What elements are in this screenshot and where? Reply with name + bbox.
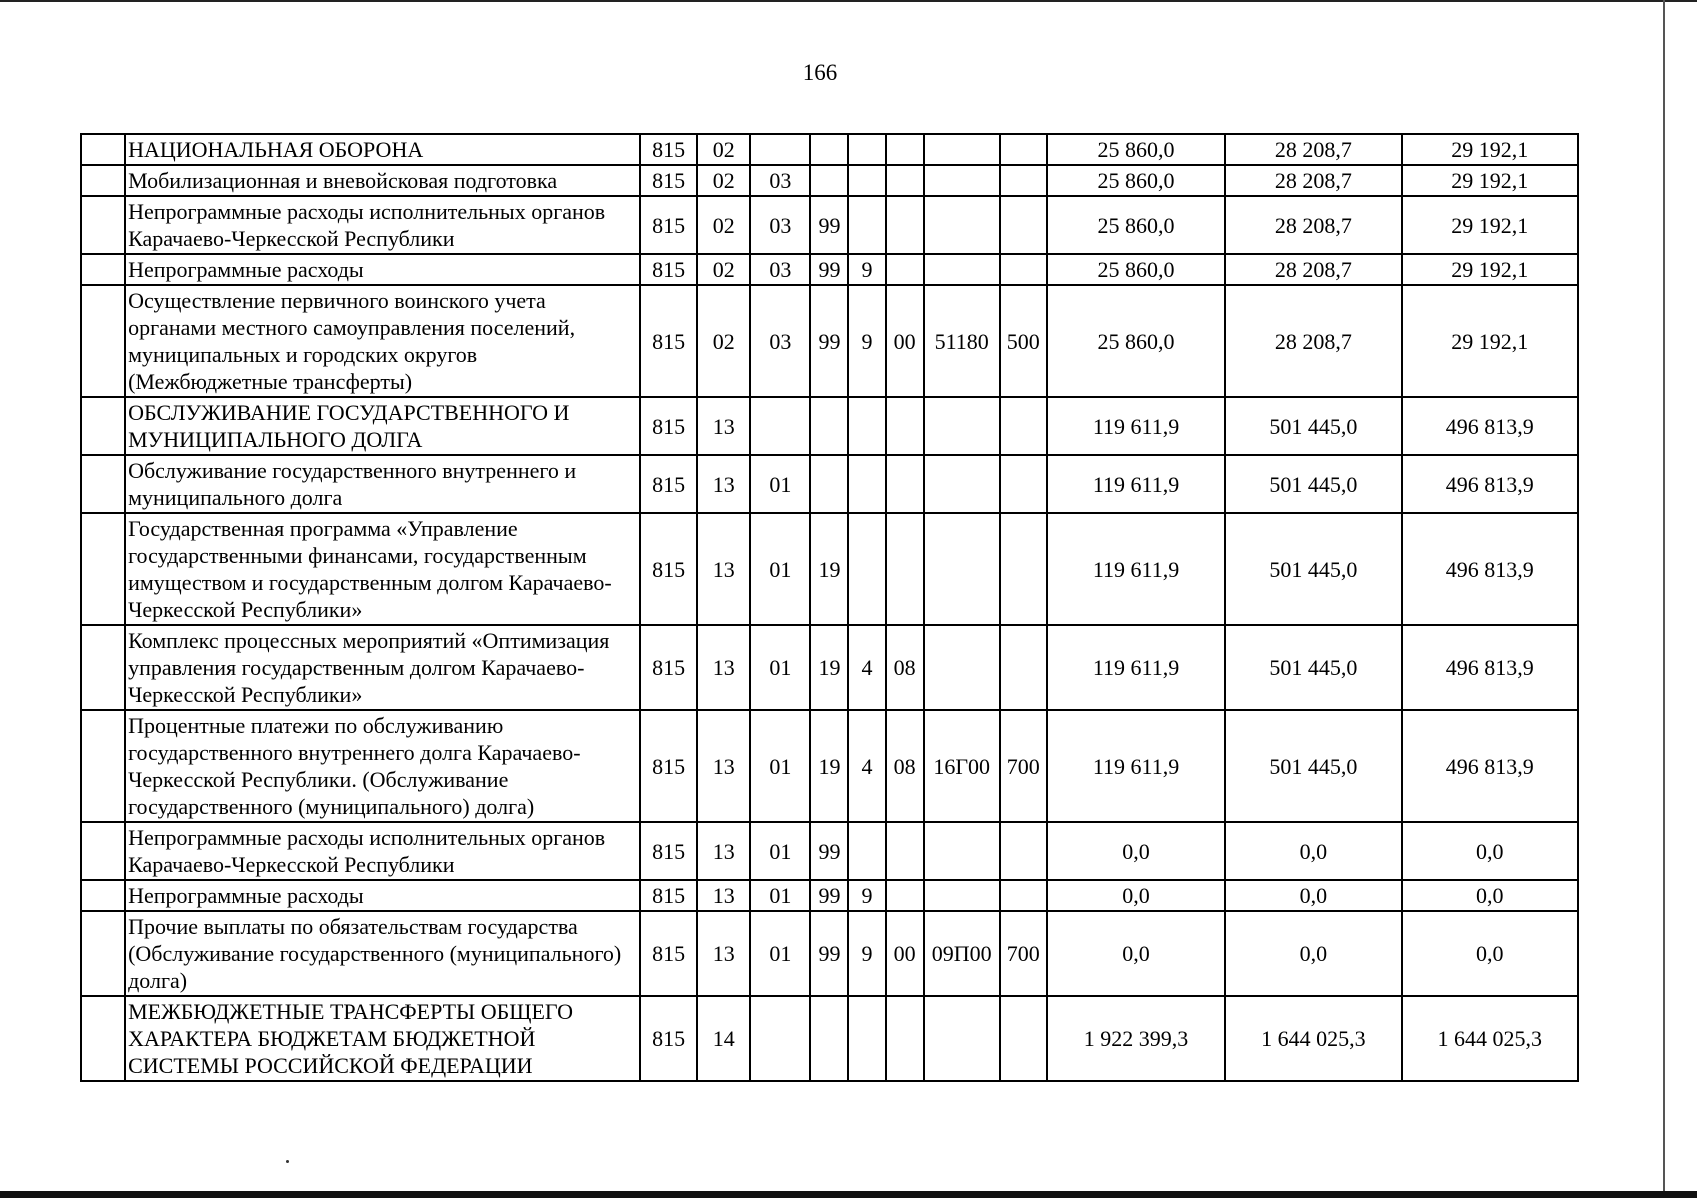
code-section: 02 xyxy=(697,134,750,165)
row-number-cell xyxy=(81,710,125,822)
code-event xyxy=(886,397,924,455)
code-event: 08 xyxy=(886,710,924,822)
row-number-cell xyxy=(81,822,125,880)
code-direction xyxy=(924,397,1000,455)
code-ministry: 815 xyxy=(640,996,697,1081)
row-number-cell xyxy=(81,880,125,911)
amount-year-3: 29 192,1 xyxy=(1402,285,1578,397)
code-event xyxy=(886,196,924,254)
amount-year-1: 1 922 399,3 xyxy=(1047,996,1225,1081)
amount-year-1: 25 860,0 xyxy=(1047,134,1225,165)
code-section: 13 xyxy=(697,513,750,625)
code-direction xyxy=(924,822,1000,880)
table-row xyxy=(81,822,1578,880)
code-direction: 51180 xyxy=(924,285,1000,397)
code-subprogram xyxy=(848,822,885,880)
code-ministry: 815 xyxy=(640,285,697,397)
code-section: 13 xyxy=(697,822,750,880)
code-direction: 16Г00 xyxy=(924,710,1000,822)
code-expense-type xyxy=(1000,254,1047,285)
code-program: 19 xyxy=(810,513,848,625)
code-event: 08 xyxy=(886,625,924,710)
code-subsection: 01 xyxy=(750,911,810,996)
code-direction xyxy=(924,996,1000,1081)
code-section: 13 xyxy=(697,880,750,911)
code-direction xyxy=(924,254,1000,285)
amount-year-3: 29 192,1 xyxy=(1402,165,1578,196)
amount-year-2: 1 644 025,3 xyxy=(1225,996,1401,1081)
row-number-cell xyxy=(81,196,125,254)
code-expense-type xyxy=(1000,134,1047,165)
code-event xyxy=(886,165,924,196)
row-number-cell xyxy=(81,165,125,196)
code-program: 99 xyxy=(810,880,848,911)
code-subprogram: 9 xyxy=(848,285,885,397)
code-expense-type xyxy=(1000,455,1047,513)
table-row xyxy=(81,254,1578,285)
amount-year-1: 0,0 xyxy=(1047,911,1225,996)
amount-year-2: 0,0 xyxy=(1225,822,1401,880)
code-ministry: 815 xyxy=(640,397,697,455)
code-expense-type xyxy=(1000,880,1047,911)
table-row xyxy=(81,710,1578,822)
amount-year-1: 25 860,0 xyxy=(1047,254,1225,285)
amount-year-2: 0,0 xyxy=(1225,911,1401,996)
code-event xyxy=(886,880,924,911)
scan-top-edge xyxy=(0,0,1697,2)
code-program: 19 xyxy=(810,625,848,710)
code-subsection: 01 xyxy=(750,710,810,822)
table-row xyxy=(81,625,1578,710)
code-program xyxy=(810,134,848,165)
code-expense-type xyxy=(1000,397,1047,455)
row-number-cell xyxy=(81,134,125,165)
code-ministry: 815 xyxy=(640,710,697,822)
row-name: Непрограммные расходы исполнительных органов Карачаево-Черкесской Республики xyxy=(125,196,640,254)
code-expense-type: 700 xyxy=(1000,710,1047,822)
code-direction xyxy=(924,196,1000,254)
code-subsection: 03 xyxy=(750,196,810,254)
code-direction xyxy=(924,165,1000,196)
code-event xyxy=(886,822,924,880)
code-expense-type xyxy=(1000,996,1047,1081)
amount-year-2: 28 208,7 xyxy=(1225,165,1401,196)
row-name: Мобилизационная и вневойсковая подготовка xyxy=(125,165,640,196)
code-subprogram xyxy=(848,455,885,513)
amount-year-2: 28 208,7 xyxy=(1225,285,1401,397)
code-program xyxy=(810,165,848,196)
code-subsection: 01 xyxy=(750,625,810,710)
amount-year-2: 501 445,0 xyxy=(1225,397,1401,455)
row-number-cell xyxy=(81,455,125,513)
code-event xyxy=(886,513,924,625)
code-expense-type: 700 xyxy=(1000,911,1047,996)
table-row xyxy=(81,911,1578,996)
code-ministry: 815 xyxy=(640,254,697,285)
code-section: 13 xyxy=(697,911,750,996)
amount-year-1: 119 611,9 xyxy=(1047,625,1225,710)
code-direction xyxy=(924,513,1000,625)
code-subprogram: 4 xyxy=(848,625,885,710)
code-program xyxy=(810,455,848,513)
amount-year-3: 496 813,9 xyxy=(1402,710,1578,822)
budget-table xyxy=(80,133,1579,1082)
code-expense-type xyxy=(1000,822,1047,880)
amount-year-3: 496 813,9 xyxy=(1402,625,1578,710)
amount-year-1: 119 611,9 xyxy=(1047,455,1225,513)
amount-year-3: 496 813,9 xyxy=(1402,455,1578,513)
code-section: 13 xyxy=(697,397,750,455)
code-subprogram xyxy=(848,134,885,165)
amount-year-1: 25 860,0 xyxy=(1047,285,1225,397)
scan-right-edge xyxy=(1663,0,1665,1192)
row-name: НАЦИОНАЛЬНАЯ ОБОРОНА xyxy=(125,134,640,165)
table-row xyxy=(81,455,1578,513)
scan-bottom-edge xyxy=(0,1191,1697,1198)
code-program: 99 xyxy=(810,911,848,996)
code-ministry: 815 xyxy=(640,455,697,513)
code-ministry: 815 xyxy=(640,625,697,710)
amount-year-3: 0,0 xyxy=(1402,880,1578,911)
code-direction: 09П00 xyxy=(924,911,1000,996)
table-row xyxy=(81,196,1578,254)
code-section: 02 xyxy=(697,165,750,196)
amount-year-2: 501 445,0 xyxy=(1225,455,1401,513)
table-row xyxy=(81,134,1578,165)
amount-year-3: 1 644 025,3 xyxy=(1402,996,1578,1081)
code-expense-type xyxy=(1000,625,1047,710)
code-ministry: 815 xyxy=(640,134,697,165)
amount-year-1: 119 611,9 xyxy=(1047,397,1225,455)
code-subprogram xyxy=(848,996,885,1081)
row-name: МЕЖБЮДЖЕТНЫЕ ТРАНСФЕРТЫ ОБЩЕГО ХАРАКТЕРА БЮДЖЕТАМ БЮДЖЕТНОЙ СИСТЕМЫ РОССИЙСКОЙ ФЕДЕРАЦИИ xyxy=(125,996,640,1081)
amount-year-2: 501 445,0 xyxy=(1225,513,1401,625)
row-name: Непрограммные расходы исполнительных органов Карачаево-Черкесской Республики xyxy=(125,822,640,880)
row-number-cell xyxy=(81,285,125,397)
code-program: 99 xyxy=(810,285,848,397)
code-subsection: 03 xyxy=(750,165,810,196)
code-subprogram: 4 xyxy=(848,710,885,822)
amount-year-2: 501 445,0 xyxy=(1225,625,1401,710)
code-program xyxy=(810,397,848,455)
amount-year-3: 29 192,1 xyxy=(1402,134,1578,165)
amount-year-3: 496 813,9 xyxy=(1402,513,1578,625)
code-ministry: 815 xyxy=(640,196,697,254)
code-subsection: 01 xyxy=(750,880,810,911)
code-section: 02 xyxy=(697,285,750,397)
code-subprogram xyxy=(848,513,885,625)
code-direction xyxy=(924,455,1000,513)
code-subprogram xyxy=(848,165,885,196)
amount-year-1: 0,0 xyxy=(1047,880,1225,911)
amount-year-1: 0,0 xyxy=(1047,822,1225,880)
row-name: Обслуживание государственного внутреннего и муниципального долга xyxy=(125,455,640,513)
amount-year-3: 29 192,1 xyxy=(1402,254,1578,285)
amount-year-2: 28 208,7 xyxy=(1225,254,1401,285)
code-ministry: 815 xyxy=(640,822,697,880)
code-program: 19 xyxy=(810,710,848,822)
code-program xyxy=(810,996,848,1081)
code-subsection: 03 xyxy=(750,254,810,285)
code-subsection xyxy=(750,134,810,165)
row-number-cell xyxy=(81,996,125,1081)
row-name: Непрограммные расходы xyxy=(125,880,640,911)
amount-year-1: 25 860,0 xyxy=(1047,196,1225,254)
code-direction xyxy=(924,880,1000,911)
amount-year-2: 0,0 xyxy=(1225,880,1401,911)
table-row xyxy=(81,880,1578,911)
code-section: 13 xyxy=(697,710,750,822)
code-section: 02 xyxy=(697,196,750,254)
code-ministry: 815 xyxy=(640,513,697,625)
code-section: 13 xyxy=(697,455,750,513)
code-subprogram: 9 xyxy=(848,911,885,996)
amount-year-2: 28 208,7 xyxy=(1225,196,1401,254)
code-section: 13 xyxy=(697,625,750,710)
table-row xyxy=(81,285,1578,397)
table-row xyxy=(81,397,1578,455)
row-name: Непрограммные расходы xyxy=(125,254,640,285)
code-subsection: 01 xyxy=(750,455,810,513)
page-number: 166 xyxy=(802,60,838,85)
code-subprogram: 9 xyxy=(848,254,885,285)
code-program: 99 xyxy=(810,822,848,880)
code-subsection: 03 xyxy=(750,285,810,397)
row-number-cell xyxy=(81,513,125,625)
table-body xyxy=(81,134,1578,1081)
row-name: Прочие выплаты по обязательствам государства (Обслуживание государственного (муниципального) долга) xyxy=(125,911,640,996)
code-event xyxy=(886,455,924,513)
code-ministry: 815 xyxy=(640,165,697,196)
code-ministry: 815 xyxy=(640,880,697,911)
code-subsection: 01 xyxy=(750,822,810,880)
amount-year-1: 119 611,9 xyxy=(1047,513,1225,625)
amount-year-1: 119 611,9 xyxy=(1047,710,1225,822)
code-program: 99 xyxy=(810,254,848,285)
code-event xyxy=(886,254,924,285)
amount-year-2: 28 208,7 xyxy=(1225,134,1401,165)
code-section: 14 xyxy=(697,996,750,1081)
code-subprogram xyxy=(848,397,885,455)
amount-year-3: 0,0 xyxy=(1402,911,1578,996)
row-number-cell xyxy=(81,911,125,996)
code-event: 00 xyxy=(886,285,924,397)
amount-year-2: 501 445,0 xyxy=(1225,710,1401,822)
code-subsection xyxy=(750,397,810,455)
code-event xyxy=(886,134,924,165)
code-expense-type xyxy=(1000,165,1047,196)
table-row xyxy=(81,996,1578,1081)
row-number-cell xyxy=(81,254,125,285)
row-name: Государственная программа «Управление государственными финансами, государственным имуществом и государственным долгом Карачаево-Черкесской Республики» xyxy=(125,513,640,625)
code-subprogram xyxy=(848,196,885,254)
code-expense-type: 500 xyxy=(1000,285,1047,397)
row-number-cell xyxy=(81,397,125,455)
code-program: 99 xyxy=(810,196,848,254)
amount-year-3: 496 813,9 xyxy=(1402,397,1578,455)
code-direction xyxy=(924,134,1000,165)
code-subsection xyxy=(750,996,810,1081)
scan-speck xyxy=(286,1160,289,1163)
table-row xyxy=(81,513,1578,625)
code-expense-type xyxy=(1000,196,1047,254)
row-name: ОБСЛУЖИВАНИЕ ГОСУДАРСТВЕННОГО И МУНИЦИПАЛЬНОГО ДОЛГА xyxy=(125,397,640,455)
amount-year-1: 25 860,0 xyxy=(1047,165,1225,196)
row-number-cell xyxy=(81,625,125,710)
code-event: 00 xyxy=(886,911,924,996)
code-subsection: 01 xyxy=(750,513,810,625)
code-subprogram: 9 xyxy=(848,880,885,911)
row-name: Процентные платежи по обслуживанию государственного внутреннего долга Карачаево-Черкесской Республики. (Обслуживание государственного (муниципального) долга) xyxy=(125,710,640,822)
code-section: 02 xyxy=(697,254,750,285)
row-name: Осуществление первичного воинского учета органами местного самоуправления поселений, муниципальных и городских округов (Межбюджетные трансферты) xyxy=(125,285,640,397)
code-direction xyxy=(924,625,1000,710)
amount-year-3: 29 192,1 xyxy=(1402,196,1578,254)
code-expense-type xyxy=(1000,513,1047,625)
code-ministry: 815 xyxy=(640,911,697,996)
amount-year-3: 0,0 xyxy=(1402,822,1578,880)
row-name: Комплекс процессных мероприятий «Оптимизация управления государственным долгом Карачаево-Черкесской Республики» xyxy=(125,625,640,710)
code-event xyxy=(886,996,924,1081)
table-row xyxy=(81,165,1578,196)
